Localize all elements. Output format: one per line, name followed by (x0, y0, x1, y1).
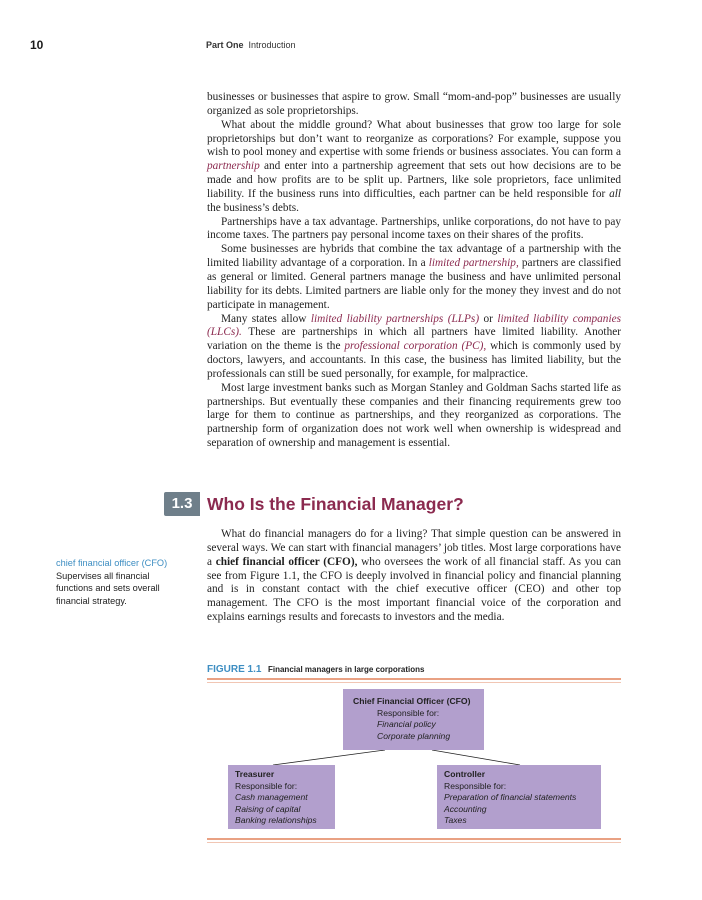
text-run: Most large investment banks such as Morgan Stanley and Goldman Sachs started life as partnerships. But eventually these companies and their financing requirements grew too large for them to continue as partnerships, and they reorganized as corporations. The partnership form of organization does not work well when ownership is widespread and separation of ownership and management is essential. (207, 381, 621, 450)
paragraph (207, 91, 621, 119)
text-run: partners are classified as general or limited. General partners manage the business and have unlimited personal liability for its debts. Limited partners are liable only for the money they invest and do not participate in management. (207, 257, 622, 311)
treasurer-subtitle: Responsible for: (235, 780, 298, 791)
paragraph (207, 216, 621, 244)
text-run: What about the middle ground? What about businesses that grow too large for sole proprietorships but don’t want to reorganize as corporations? For example, suppose you wish to pool money and expertise with some friends or business associates. You can form a (207, 118, 621, 159)
section-number-badge: 1.3 (164, 492, 200, 516)
text-run: Some businesses are hybrids that combine the tax advantage of a partnership with the limited liability advantage of a corporation. In a (207, 243, 621, 270)
text-run: businesses or businesses that aspire to grow. Small “mom-and-pop” businesses are usually organized as sole proprietorships. (207, 91, 621, 117)
key-term: professional corporation (PC), (344, 340, 487, 353)
paragraph (207, 119, 621, 216)
body-text-bottom (207, 528, 621, 625)
text-run: the business’s debts. (207, 201, 299, 214)
connector-cfo-treasurer (273, 750, 385, 765)
figure-top-rule (207, 678, 621, 680)
connector-cfo-controller (432, 750, 520, 765)
treasurer-item: Raising of capital (235, 803, 301, 814)
margin-definition (56, 557, 186, 607)
text-run: who oversees the work of all financial staff. As you can see from Figure 1.1, the CFO is deeply involved in financial policy and financial planning and is in constant contact with the chief executive officer (CEO) and other top management. The CFO is the most important financial voice of the corporation and explains earnings results and forecasts to investors and the media. (207, 555, 621, 624)
figure-bottom-rule (207, 838, 621, 840)
text-run: or (479, 312, 498, 325)
controller-box (437, 765, 601, 829)
margin-definition-text: Supervises all financial functions and sets overall financial strategy. (56, 570, 160, 606)
paragraph (207, 528, 621, 625)
cfo-title: Chief Financial Officer (CFO) (353, 696, 471, 706)
text-run: What do financial managers do for a living? That simple question can be answered in several ways. We can start with financial managers’ job titles. Most large corporations have a (207, 528, 621, 568)
cfo-item: Corporate planning (377, 730, 451, 741)
running-header (206, 40, 296, 50)
section-title: Who Is the Financial Manager? (207, 494, 464, 514)
figure-top-rule-thin (207, 682, 621, 683)
treasurer-item: Banking relationships (235, 815, 317, 825)
paragraph (207, 243, 621, 312)
figure-label: FIGURE 1.1 (207, 664, 262, 675)
figure-caption (207, 664, 424, 675)
controller-item: Preparation of financial statements (444, 792, 577, 802)
key-term: limited liability partnerships (LLPs) (310, 312, 480, 325)
body-text-top (207, 91, 621, 451)
text-run: Many states allow (221, 312, 311, 325)
controller-item: Accounting (444, 803, 487, 814)
cfo-item: Financial policy (377, 719, 436, 729)
controller-title: Controller (444, 769, 486, 779)
figure-bottom-rule-thin (207, 842, 621, 843)
controller-subtitle: Responsible for: (444, 780, 507, 791)
paragraph (207, 313, 621, 382)
margin-term: chief financial officer (CFO) (56, 558, 168, 568)
treasurer-title: Treasurer (235, 769, 275, 779)
key-term: limited liability companies (LLCs). (207, 312, 622, 339)
page-number: 10 (30, 38, 44, 52)
cfo-subtitle: Responsible for: (377, 707, 440, 718)
key-term: partnership (207, 160, 260, 173)
text-run: These are partnerships in which all partners have limited liability. Another variation on the theme is the (207, 326, 621, 353)
part-label: Part One (206, 40, 244, 50)
text-run: Partnerships have a tax advantage. Partnerships, unlike corporations, do not have to pay income taxes. The partners pay personal income taxes on their shares of the profits. (207, 215, 621, 242)
text-run: and enter into a partnership agreement that sets out how decisions are to be made and how profits are to be split up. Partners, like sole proprietors, face unlimited liability. If the business runs into difficulties, each partner can be held responsible for (207, 160, 621, 200)
cfo-box (343, 689, 484, 750)
key-term: limited partnership, (428, 257, 519, 270)
paragraph (207, 382, 621, 451)
figure-title: Financial managers in large corporations (267, 665, 425, 674)
part-title: Introduction (248, 40, 296, 50)
treasurer-item: Cash management (235, 792, 308, 802)
text-run: chief financial officer (CFO), (215, 555, 358, 568)
controller-item: Taxes (444, 815, 467, 825)
text-run: all (609, 187, 621, 200)
treasurer-box (228, 765, 335, 829)
text-run: which is commonly used by doctors, lawyers, and accountants. In this case, the business has limited liability, but the professionals can still be sued personally, for example, for malpractice. (207, 340, 621, 380)
